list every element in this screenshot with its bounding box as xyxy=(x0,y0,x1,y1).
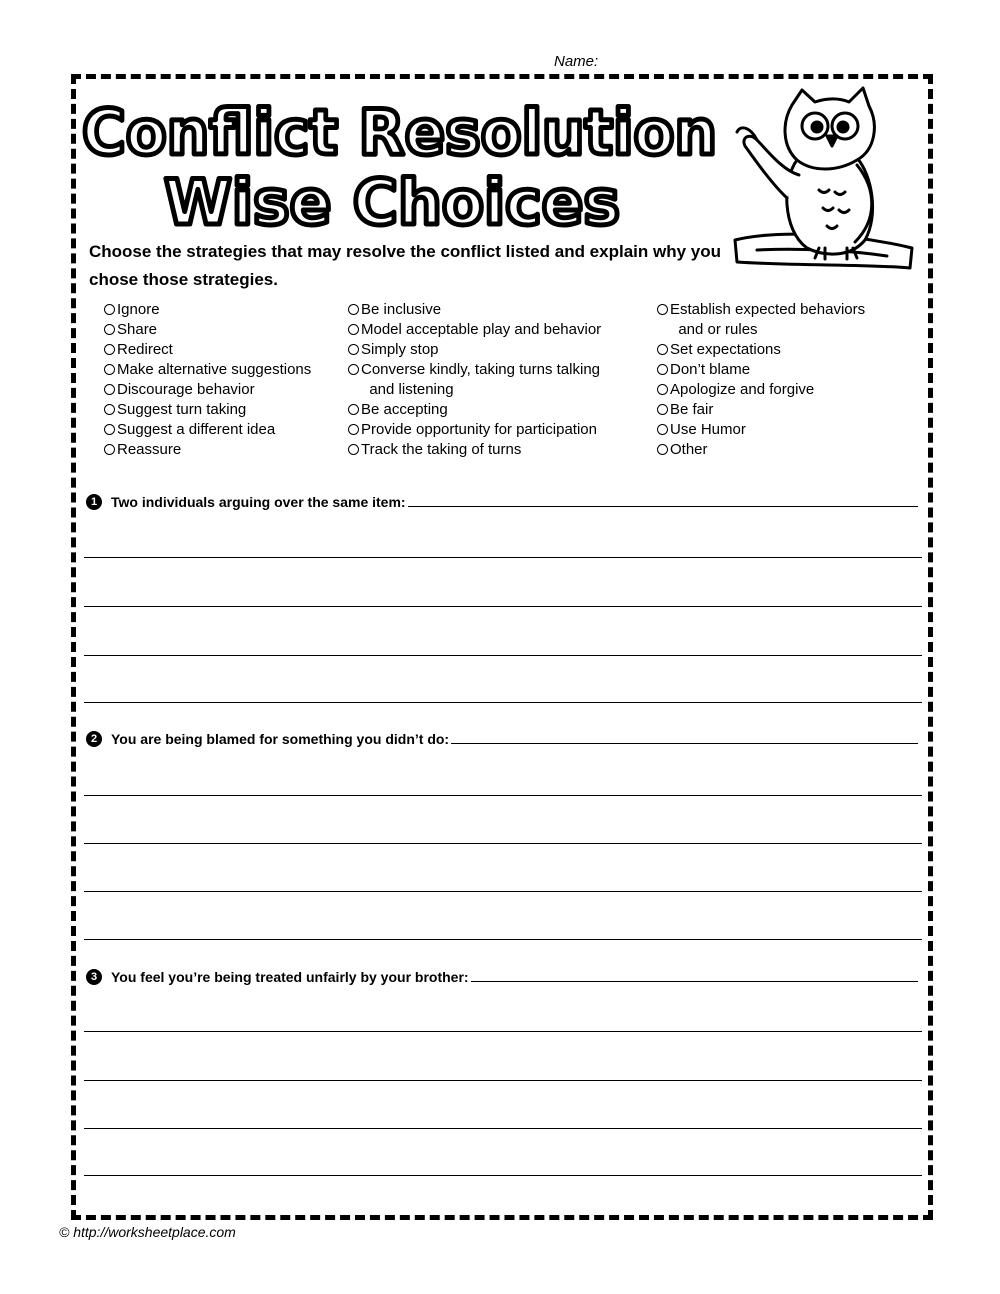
strategy-option-label: Redirect xyxy=(117,341,173,358)
strategy-option-label: Suggest turn taking xyxy=(117,401,247,418)
answer-line[interactable] xyxy=(84,1031,922,1032)
question-number-badge: 2 xyxy=(86,731,102,747)
question-3 xyxy=(86,969,918,985)
question-text: You are being blamed for something you didn’t do: xyxy=(111,731,450,747)
strategy-option-label: Establish expected behaviors and or rules xyxy=(670,301,866,338)
strategy-option[interactable] xyxy=(348,400,601,420)
strategy-option-label: Use Humor xyxy=(670,421,746,438)
strategy-option-label: Set expectations xyxy=(670,341,781,358)
radio-circle-icon[interactable] xyxy=(348,304,359,315)
radio-circle-icon[interactable] xyxy=(104,364,115,375)
strategy-option-label: Model acceptable play and behavior xyxy=(361,321,602,338)
answer-line[interactable] xyxy=(84,939,922,940)
strategy-option[interactable] xyxy=(657,300,865,340)
footer-copyright: © http://worksheetplace.com xyxy=(59,1224,236,1240)
strategy-option[interactable] xyxy=(348,360,601,400)
strategy-option-label: Other xyxy=(670,441,708,458)
question-2 xyxy=(86,731,918,747)
radio-circle-icon[interactable] xyxy=(348,324,359,335)
title-line-2: Wise Choices xyxy=(164,166,620,235)
question-text: You feel you’re being treated unfairly by your brother: xyxy=(111,969,469,985)
strategy-option[interactable] xyxy=(657,400,865,420)
question-number-badge: 1 xyxy=(86,494,102,510)
strategy-option[interactable] xyxy=(104,400,311,420)
radio-circle-icon[interactable] xyxy=(348,424,359,435)
strategy-option[interactable] xyxy=(104,300,311,320)
radio-circle-icon[interactable] xyxy=(104,444,115,455)
radio-circle-icon[interactable] xyxy=(657,444,668,455)
options-column-2 xyxy=(348,300,601,460)
strategy-option-label: Don’t blame xyxy=(670,361,751,378)
answer-line[interactable] xyxy=(84,1128,922,1129)
strategy-option[interactable] xyxy=(104,320,311,340)
answer-line[interactable] xyxy=(84,606,922,607)
radio-circle-icon[interactable] xyxy=(348,404,359,415)
strategy-option[interactable] xyxy=(348,300,601,320)
radio-circle-icon[interactable] xyxy=(657,404,668,415)
question-1 xyxy=(86,494,918,510)
worksheet-title xyxy=(76,90,726,235)
strategy-option-label: Suggest a different idea xyxy=(117,421,276,438)
strategy-option-label: Ignore xyxy=(117,301,160,318)
radio-circle-icon[interactable] xyxy=(104,304,115,315)
radio-circle-icon[interactable] xyxy=(657,344,668,355)
strategy-option[interactable] xyxy=(104,380,311,400)
strategy-option-label: Be inclusive xyxy=(361,301,442,318)
radio-circle-icon[interactable] xyxy=(657,304,668,315)
strategy-option-label: Be fair xyxy=(670,401,714,418)
strategy-option-label: Simply stop xyxy=(361,341,439,358)
answer-line[interactable] xyxy=(84,1175,922,1176)
strategy-option[interactable] xyxy=(104,420,311,440)
strategy-option[interactable] xyxy=(348,340,601,360)
radio-circle-icon[interactable] xyxy=(348,444,359,455)
radio-circle-icon[interactable] xyxy=(348,344,359,355)
owl-on-branch-icon xyxy=(727,80,922,280)
answer-line[interactable] xyxy=(84,843,922,844)
strategy-option[interactable] xyxy=(657,380,865,400)
radio-circle-icon[interactable] xyxy=(348,364,359,375)
strategy-option-label: Be accepting xyxy=(361,401,448,418)
radio-circle-icon[interactable] xyxy=(104,424,115,435)
options-column-3 xyxy=(657,300,865,460)
answer-line[interactable] xyxy=(84,795,922,796)
strategy-option[interactable] xyxy=(104,340,311,360)
answer-line[interactable] xyxy=(84,891,922,892)
strategy-option-label: Make alternative suggestions xyxy=(117,361,312,378)
radio-circle-icon[interactable] xyxy=(657,364,668,375)
radio-circle-icon[interactable] xyxy=(104,384,115,395)
answer-line[interactable] xyxy=(84,655,922,656)
strategy-option[interactable] xyxy=(348,440,601,460)
question-text: Two individuals arguing over the same item: xyxy=(111,494,406,510)
strategy-option-label: Discourage behavior xyxy=(117,381,255,398)
radio-circle-icon[interactable] xyxy=(104,404,115,415)
strategy-option[interactable] xyxy=(104,440,311,460)
strategy-option-label: Track the taking of turns xyxy=(361,441,522,458)
name-label: Name: xyxy=(554,53,599,70)
answer-line[interactable] xyxy=(84,702,922,703)
strategy-option-label: Share xyxy=(117,321,158,338)
strategy-option[interactable] xyxy=(657,360,865,380)
answer-line[interactable] xyxy=(84,1080,922,1081)
instructions-text: Choose the strategies that may resolve the conflict listed and explain why you chose those strategies. xyxy=(89,242,721,289)
strategy-option-label: Apologize and forgive xyxy=(670,381,815,398)
strategy-option[interactable] xyxy=(657,340,865,360)
strategy-option[interactable] xyxy=(657,420,865,440)
strategy-option[interactable] xyxy=(657,440,865,460)
strategy-option[interactable] xyxy=(348,420,601,440)
radio-circle-icon[interactable] xyxy=(657,384,668,395)
strategy-option[interactable] xyxy=(104,360,311,380)
radio-circle-icon[interactable] xyxy=(104,344,115,355)
options-column-1 xyxy=(104,300,311,460)
question-number-badge: 3 xyxy=(86,969,102,985)
radio-circle-icon[interactable] xyxy=(657,424,668,435)
strategy-option-label: Reassure xyxy=(117,441,182,458)
strategy-option-label: Provide opportunity for participation xyxy=(361,421,597,438)
question-answer-line[interactable] xyxy=(451,743,918,744)
strategy-option-label: Converse kindly, taking turns talking and listening xyxy=(361,361,601,398)
radio-circle-icon[interactable] xyxy=(104,324,115,335)
strategy-option[interactable] xyxy=(348,320,601,340)
answer-line[interactable] xyxy=(84,557,922,558)
question-answer-line[interactable] xyxy=(471,981,918,982)
question-answer-line[interactable] xyxy=(408,506,918,507)
title-line-1: Conflict Resolution xyxy=(82,96,717,169)
